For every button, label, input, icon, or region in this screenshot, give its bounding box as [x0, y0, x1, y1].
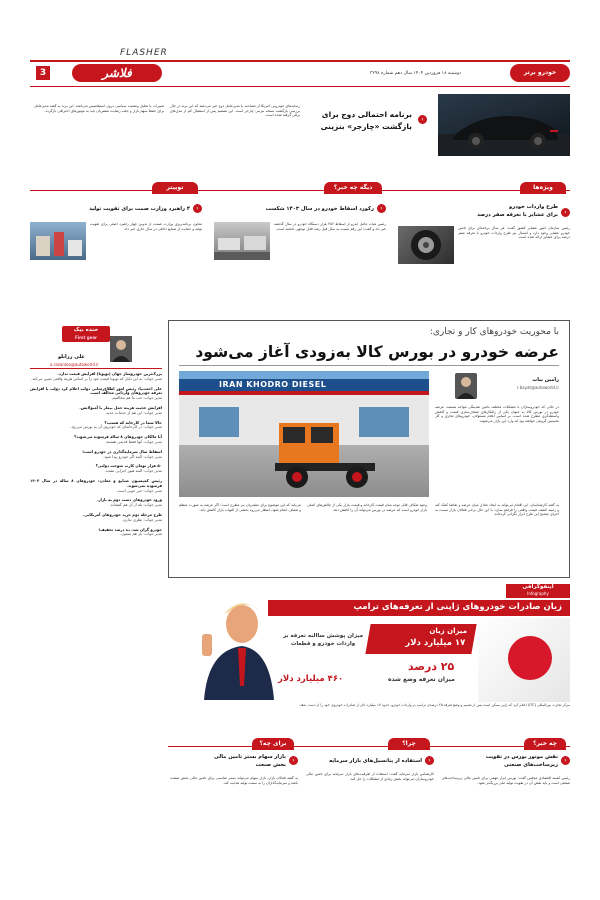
japan-flag: [478, 618, 570, 702]
sidebar-item-answer: مدیر جواب: بله از آن هم گفته‌اند.: [109, 502, 162, 508]
sidebar-first-gear: [30, 326, 162, 836]
infographic-label-fa: اینفوگرافی: [522, 584, 554, 590]
sidebar-item-answer: مدیر جواب: باز هم ممنون.: [119, 531, 162, 537]
truck-illustration: [179, 371, 429, 497]
factory-illustration: [30, 222, 86, 260]
infographic-label-en: Infography: [527, 591, 549, 596]
article-body-3: وجود شکاف قابل توجه میان قیمت کارخانه و قیمت بازار یکی از چالش‌های اصلی بازار خودرو است که عرضه در بورس می‌تواند آن را کاهش دهد.: [307, 503, 427, 512]
sidebar-author-avatar: [110, 336, 132, 362]
sidebar-item-question: رئیس کمیسیون صنایع و معادن: خودروهای ۸ ساله در سال ۱۴۰۴ فرسوده نمی‌شوند.: [30, 477, 162, 488]
column-twitter: [30, 182, 202, 282]
author-avatar: [455, 373, 477, 399]
author-name: رامین بیات: [532, 377, 559, 383]
sidebar-badge-fa: خنده بیک: [73, 327, 99, 333]
trump-portrait: [198, 594, 274, 700]
column-title-2: برای عشایر با تعرفه صفر درصد: [477, 212, 558, 218]
sidebar-item-question: علی احمدنیا: رئیس امور اطلاع‌رسانی دولت اعلام کرد دولت با افزایش تعرفه خودروهای وارداتی مخالف است.: [30, 385, 162, 396]
sidebar-badge: [62, 326, 110, 342]
top-story-title-2: بازگشت «چارجر» بنزینی: [320, 122, 412, 131]
masthead-rule: [30, 86, 570, 87]
sidebar-item: [30, 421, 162, 431]
sidebar-badge-en: First gear: [74, 335, 97, 340]
site-logo: [510, 64, 570, 82]
author-portrait-icon: [455, 373, 477, 399]
tire-photo: [398, 226, 454, 264]
bottom-title-2: بخش صنعت: [255, 762, 286, 768]
sidebar-item-answer: مدیر جواب: در کارخانه‌ای که خودروی آن به بورس می‌رود.: [70, 424, 162, 430]
column-vizheha: [398, 182, 570, 282]
sidebar-item: [30, 513, 162, 523]
bottom-body: رئیس کمیته اقتصادی مجلس گفت: بورس ابزار مهمی برای تامین مالی زیرساخت‌های صنعتی است و باید نقش آن در تقویت تولید ملی پررنگ‌تر شود.: [442, 776, 570, 785]
masthead: [0, 0, 600, 96]
trump-photo: [198, 594, 274, 700]
tire-illustration: [398, 226, 454, 264]
article-body-4: می‌باید که این موضوع برای مشتریان نیز مطرح است؛ اگر عرضه به صورت منظم و شفاف انجام شود، انتظار می‌رود بخشی از التهاب بازار کاهش یابد.: [179, 503, 301, 512]
sidebar-item: [30, 450, 162, 460]
top-story: [30, 92, 570, 164]
scrap-cars-photo: [214, 222, 270, 260]
truck-banner-text: IRAN KHODRO DIESEL: [219, 380, 327, 389]
parts-label: میزان پوشش ساالنه تعرفه بر واردات خودرو و قطعات: [282, 633, 364, 647]
sidebar-item: [30, 464, 162, 474]
top-story-title-1: برنامه احتمالی دوج برای: [321, 110, 412, 119]
dodge-charger-photo: [438, 94, 570, 156]
column-arrow-icon: ‹: [193, 204, 202, 213]
infographic-title: زیان صادرات خودروهای ژاپنی از تعرفه‌های ترامپ: [353, 602, 562, 612]
sidebar-author: علی رزانلو: [58, 354, 85, 360]
bottom-title: استفاده از پتانسیل‌های بازار سرمایه: [329, 758, 422, 764]
bottom-arrow-icon: ‹: [561, 756, 570, 765]
truck-photo: [179, 371, 429, 497]
column-badge: توییتر: [152, 182, 198, 194]
sidebar-item-answer: مدیر جواب: البته هنوز اجرایی نشده.: [104, 468, 162, 474]
main-article: [168, 320, 570, 578]
loss-title: میزان زیان: [429, 627, 468, 635]
bottom-badge: برای چه؟: [252, 738, 294, 750]
top-story-body-right: رسانه‌های خودرویی آمریکا از مصاحبه با مدیرعامل دوج خبر می‌دهند که این برند در حال بررسی بازگشت نسخه بنزینی چارجر است. این تصمیم پس از استقبال کم از مدل‌های برقی گرفته شده است.: [170, 104, 300, 118]
sidebar-author-portrait-icon: [110, 336, 132, 362]
top-story-arrow-icon: ›: [418, 115, 427, 124]
scrap-cars-illustration: [214, 222, 270, 260]
column-badge: ویژه‌ها: [520, 182, 566, 194]
bottom-chera: [304, 738, 434, 830]
page-number: 3: [36, 66, 50, 80]
sidebar-item-answer: مدیر جواب: البته اگر خودرو پیدا شود.: [102, 453, 162, 459]
article-body-2: به گفته کارشناسان، این اقدام می‌تواند به ایجاد تعادل میان عرضه و تقاضا کمک کند و زمینه کشف قیمت واقعی را فراهم سازد. با این حال برخی فعالان بازار نسبت به اجرای صحیح این طرح ابراز نگرانی کرده‌اند.: [435, 503, 559, 517]
bottom-title-1: بازار سهام بستر تامین مالی: [214, 754, 286, 760]
sidebar-item-question: ورود خودروهای دست دوم به بازار.: [96, 497, 162, 503]
column-body: رئیس هیات عامل ایدرو از اسقاط ۲۵۶ هزار دستگاه خودرو در سال گذشته خبر داد و گفت: این رقم نسبت به سال قبل رشد قابل توجهی داشته است.: [274, 222, 386, 231]
column-badge: دیگه چه خبر؟: [324, 182, 382, 194]
bottom-badge: چه خبر؟: [524, 738, 566, 750]
sidebar-rule: [30, 368, 162, 369]
sidebar-item-question: آیا مالکان خودروهای ۸ ساله فرسوده می‌شوند؟: [74, 434, 162, 440]
sidebar-item: [30, 372, 162, 382]
sidebar-item-question: اسقاط سال سرمایه‌گذاری در خودرو است!: [82, 448, 162, 454]
japan-flag-icon: [478, 618, 570, 702]
car-illustration: [438, 94, 570, 156]
sidebar-item-answer: مدیر جواب: خب ما هم مخالفیم.: [111, 395, 162, 401]
article-body-1: در حالی که خودروسازان با مشکلات مختلف تامین نقدینگی مواجه هستند، عرضه خودرو در بورس کالا به عنوان یکی از راهکارهای شفاف‌سازی قیمت و کاهش واسطه‌گری مطرح شده است. بر اساس اعلام مسئولان، خودروهای تجاری و کار نخستین گروهی خواهند بود که وارد این بازار می‌شوند.: [435, 405, 559, 423]
bottom-body: کارشناس بازار سرمایه گفت: استفاده از ظرفیت‌های بازار سرمایه برای تامین مالی خودروسازان می‌تواند بخش زیادی از مشکلات را حل کند.: [306, 772, 434, 781]
flasher-latin: FLASHER: [120, 48, 168, 58]
flasher-title: فلاشر: [102, 66, 132, 80]
tariff-value: ۲۵ درصد: [408, 660, 455, 673]
infographic: [168, 584, 570, 714]
issue-info: دوشنبه ۱۸ فروردین ۱۴۰۴ سال دهم شماره ۳۲۹۸: [370, 71, 462, 76]
bottom-title-2: زیرساخت‌های صنعتی: [504, 762, 558, 768]
flasher-badge: [72, 64, 162, 82]
infographic-title-bar: [268, 600, 570, 616]
infographic-footnote: مرکز تجارت بین‌المللی (ITC) اعلام کرد که ژاپن ممکن است پس از تعمیم و وضع تعرفه ۲۵ درصدی ترامپ بر واردات خودرو، حدود ۱۷ میلیارد دلار از صادرات خودروی خود را از دست بدهد.: [298, 703, 570, 707]
loss-box: [365, 624, 476, 654]
column-dige-che-khabar: [214, 182, 386, 282]
sidebar-item-question: خودرو گران شد، ده درصد تخفیف!: [98, 526, 162, 532]
top-story-body-left: تغییرات با تحلیل وضعیت سیاسی درون استیلانتیس می‌باشد. این برند به گفته مدیرعامل برای حفظ سهم بازار و جلب رضایت مشتریان باید به موتورهای احتراقی بازگردد.: [34, 104, 164, 113]
tariff-label: میزان تعرفه وضع شده: [388, 676, 455, 683]
sidebar-item-answer: مدیر جواب: آنها فقط قدیمی هستند.: [105, 438, 162, 444]
infographic-label: [506, 584, 570, 598]
sidebar-email: a.razanloo@autoworld.ir: [50, 362, 99, 367]
sidebar-item: [30, 479, 162, 493]
logo-text: خودرو برتر: [523, 69, 557, 76]
sidebar-item-answer: مدیر جواب: نظری ندارم.: [122, 516, 162, 522]
bottom-arrow-icon: ‹: [425, 756, 434, 765]
sidebar-item-answer: مدیر جواب: به این دلیل که تویوتا قیمت خود را بر اساس هزینه واقعی تعیین می‌کند.: [31, 375, 162, 381]
column-body: رئیس سازمان امور عشایر کشور گفت: هر سال برنامه‌ای برای تامین خودرو عشایر وجود دارد و امسال نیز طرح واردات خودرو با تعرفه صفر درصد برای عشایر ارائه شده است.: [458, 226, 570, 240]
sidebar-items: [30, 372, 162, 832]
column-title: رکورد اسقاط خودرو در سال ۱۴۰۳ شکست: [265, 206, 374, 212]
bottom-badge: چرا؟: [388, 738, 430, 750]
bottom-title-1: نقش موتور بورس در تقویت: [485, 754, 558, 760]
sidebar-item: [30, 387, 162, 401]
sidebar-item-question: بزرگ‌ترین خودروساز جهان (تویوتا) افزایش قیمت ندارد.: [57, 372, 162, 376]
column-arrow-icon: ‹: [377, 204, 386, 213]
headline-rule: [179, 365, 559, 366]
sidebar-item-question: حالا شما در کارخانه که هستید؟: [104, 419, 162, 425]
sidebar-item: [30, 435, 162, 445]
sidebar-item-answer: مدیر جواب: این هم از خدمات جدید.: [105, 409, 162, 415]
author-email: r.bayat@autoworld.ir: [517, 385, 559, 390]
article-headline: عرضه خودرو در بورس کالا به‌زودی آغاز می‌شود: [195, 343, 559, 361]
bottom-arrow-icon: ‹: [289, 756, 298, 765]
sidebar-item-question: افزایش عجیب هزینه حمل بیمار با آمبولانس.: [79, 404, 162, 410]
sidebar-item-answer: مدیر جواب: خبر خوبی است.: [116, 487, 162, 493]
sidebar-item: [30, 498, 162, 508]
flasher-header-bar: [30, 60, 570, 62]
column-body: معاون برنامه‌ریزی وزارت صمت از تدوین چهار راهبرد اصلی برای تقویت تولید و حمایت از صنایع داخلی در سال جاری خبر داد.: [90, 222, 202, 231]
column-title: ۴ راهبرد وزارت صمت برای تقویت تولید: [89, 206, 190, 212]
factory-photo: [30, 222, 86, 260]
sidebar-item-question: ۵۰ هزار تومان کارت سوخت دولتی؟: [95, 463, 162, 469]
column-title-1: طرح واردات خودرو: [509, 204, 558, 210]
sidebar-item: [30, 406, 162, 416]
parts-value: ۴۶۰ میلیارد دلار: [278, 674, 344, 684]
sidebar-item: [30, 528, 162, 538]
loss-value: ۱۷ میلیارد دلار: [405, 638, 466, 648]
bottom-che-khabar: [440, 738, 570, 830]
article-kicker: با محوریت خودروهای کار و تجاری:: [429, 327, 559, 337]
bottom-body: به گفته فعالان بازار، بازار سهام می‌تواند بستر مناسبی برای تامین مالی بخش صنعت باشد و سرمایه‌گذاران را به سمت تولید هدایت کند.: [170, 776, 298, 785]
sidebar-item-question: طرح مرحله دوم خرید خودروهای آمریکایی.: [82, 511, 162, 517]
column-arrow-icon: ‹: [561, 208, 570, 217]
bottom-baraye-che: [168, 738, 298, 830]
